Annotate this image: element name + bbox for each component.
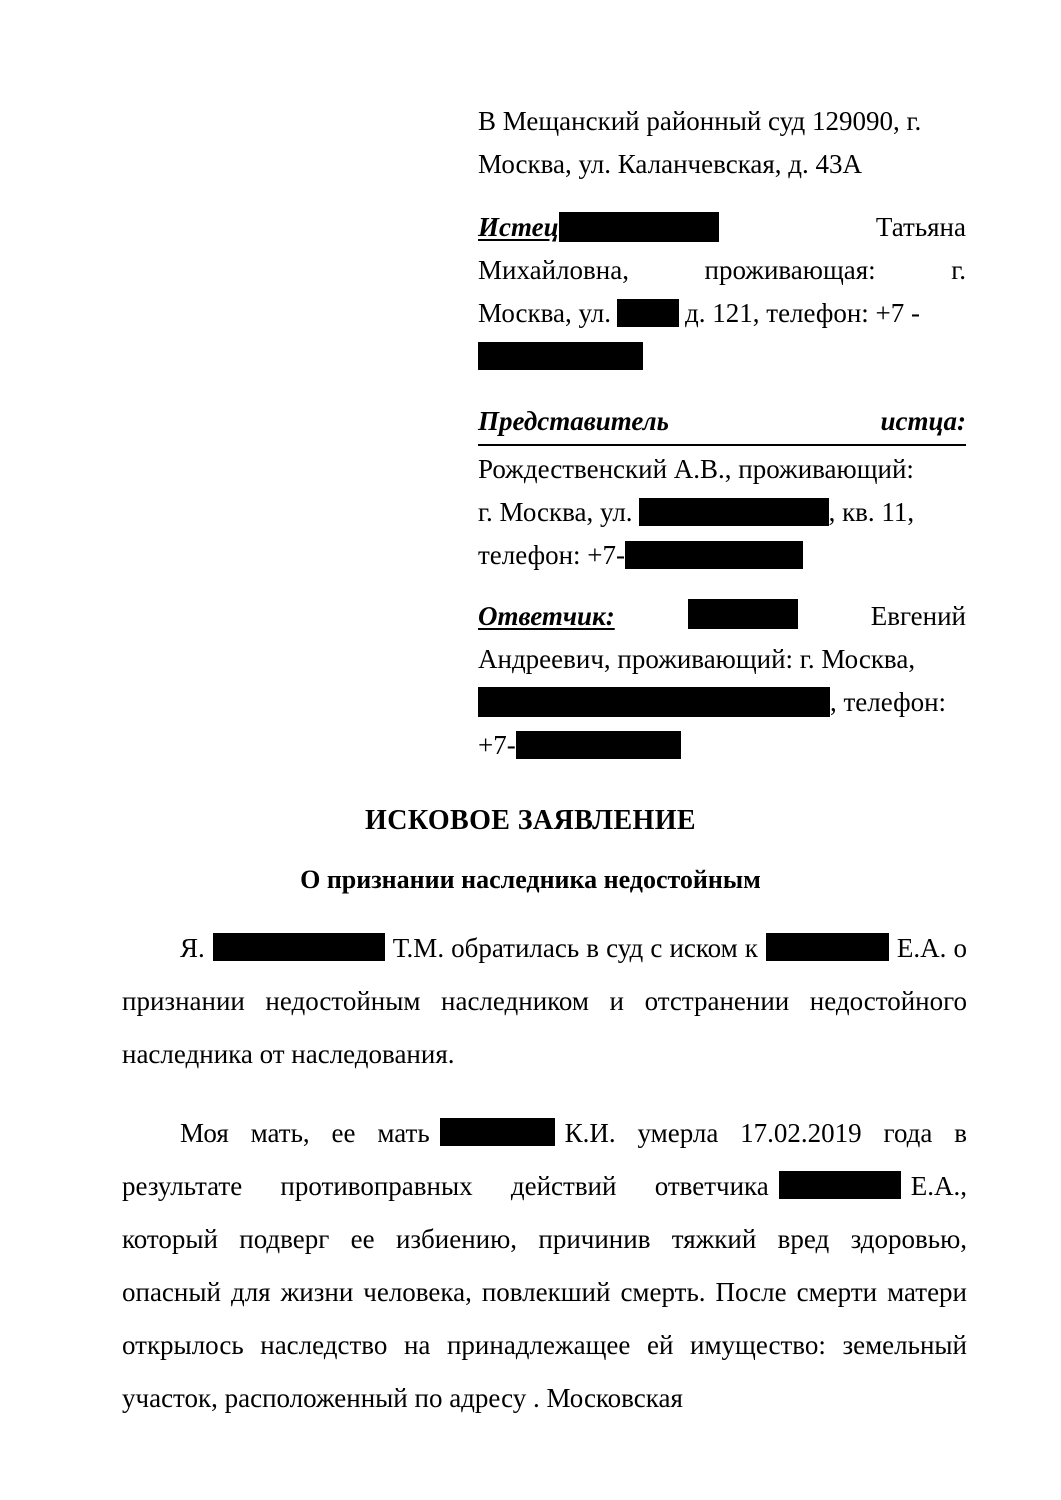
body-paragraph-2 <box>122 1107 967 1425</box>
defendant-paragraph <box>478 595 966 767</box>
document-subtitle: О признании наследника недостойным <box>300 865 761 894</box>
redaction-representative-street <box>639 498 829 526</box>
defendant-line-1 <box>478 595 966 638</box>
representative-paragraph <box>478 448 966 577</box>
representative-block <box>478 400 966 577</box>
representative-line-1: Рождественский А.В., проживающий: <box>478 454 914 484</box>
representative-role-label <box>478 400 966 446</box>
defendant-line-2: Андреевич, проживающий: г. Москва, <box>478 644 916 674</box>
p2-part-a: Моя мать, ее мать <box>180 1118 430 1148</box>
p2-part-c: Е.А., который подверг ее избиению, причинив тяжкий вред здоровью, опасный для жизни человека, повлекший смерть. После смерти матери открылось наследство на принадлежащее ей имущество: земельный участок, расположенный по адресу . Московская <box>122 1171 967 1413</box>
redaction-representative-phone <box>625 541 803 569</box>
addressee-header-block <box>478 100 966 767</box>
document-body <box>122 922 967 1425</box>
plaintiff-residence-label: проживающая: <box>704 255 876 285</box>
representative-role-label-left: Представитель <box>478 406 669 436</box>
redaction-body-p1-defendant <box>766 933 889 961</box>
plaintiff-line-3 <box>478 292 966 335</box>
redaction-body-p2-grandmother <box>440 1118 555 1146</box>
representative-line-2 <box>478 491 966 534</box>
defendant-first-name: Евгений <box>870 601 966 631</box>
redaction-body-p1-surname <box>213 933 385 961</box>
representative-role-label-right: истца: <box>880 406 966 436</box>
body-paragraph-1 <box>122 922 967 1081</box>
defendant-line-4 <box>478 724 966 767</box>
plaintiff-line-2 <box>478 249 966 292</box>
redaction-defendant-phone <box>516 731 681 759</box>
plaintiff-address-prefix: Москва, ул. <box>478 298 612 328</box>
plaintiff-paragraph <box>478 206 966 378</box>
representative-line-3 <box>478 534 966 577</box>
p1-part-a: Я. <box>180 933 205 963</box>
redaction-plaintiff-name <box>559 212 719 242</box>
redaction-defendant-address <box>478 687 830 717</box>
defendant-role-label: Ответчик: <box>478 601 615 631</box>
defendant-phone-label: , телефон: <box>830 687 947 717</box>
plaintiff-address-suffix: д. 121, телефон: +7 - <box>685 298 921 328</box>
defendant-phone-prefix: +7- <box>478 730 516 760</box>
representative-address-suffix: , кв. 11, <box>828 497 915 527</box>
redaction-plaintiff-street <box>617 299 679 327</box>
redaction-plaintiff-phone <box>478 342 643 370</box>
redaction-body-p2-defendant <box>779 1171 901 1199</box>
p2-part-b: К.И. умерла 17.02.2019 года в результате противоправных действий ответчика <box>122 1118 967 1201</box>
plaintiff-patronymic: Михайловна, <box>478 255 629 285</box>
plaintiff-line-4 <box>478 335 966 378</box>
p1-part-c: Е.А. о признании недостойным наследником и отстранении недостойного наследника от наследования. <box>122 933 967 1069</box>
representative-phone-prefix: телефон: +7- <box>478 540 625 570</box>
court-address-line-2: Москва, ул. Каланчевская, д. 43А <box>478 149 863 179</box>
plaintiff-role-label: Истец <box>478 212 559 242</box>
plaintiff-city-abbr: г. <box>951 255 966 285</box>
court-address-line-1: В Мещанский районный суд 129090, г. <box>478 106 922 136</box>
defendant-line-3 <box>478 681 966 724</box>
p1-part-b: Т.М. обратилась в суд с иском к <box>392 933 758 963</box>
representative-address-prefix: г. Москва, ул. <box>478 497 633 527</box>
document-title: ИСКОВОЕ ЗАЯВЛЕНИЕ <box>365 805 696 836</box>
court-address-paragraph <box>478 100 966 186</box>
plaintiff-first-name: Татьяна <box>875 212 966 242</box>
redaction-defendant-name <box>688 599 798 629</box>
